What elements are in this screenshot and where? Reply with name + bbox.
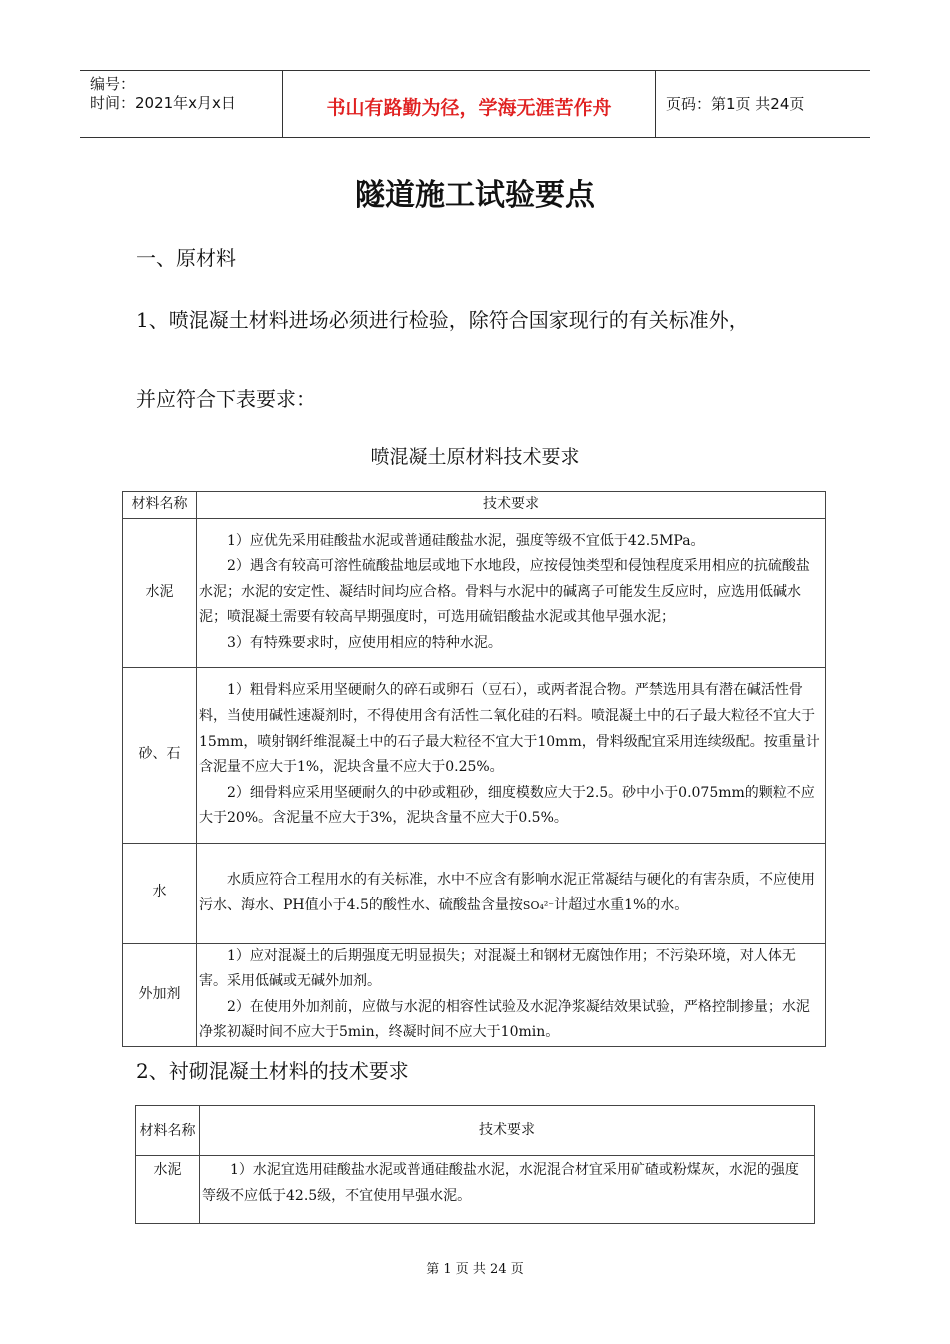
table-caption: 喷混凝土原材料技术要求 bbox=[370, 446, 580, 468]
sulfate-formula: SO₄²⁻ bbox=[522, 899, 555, 913]
page-label: 页码：第1页 共24页 bbox=[666, 95, 805, 113]
requirement-paragraph: 1）水泥宜选用硅酸盐水泥或普通硅酸盐水泥，水泥混合材宜采用矿碴或粉煤灰，水泥的强度等级不应低于42.5级，不宜使用早强水泥。 bbox=[202, 1162, 799, 1204]
requirement-cell bbox=[200, 1156, 815, 1224]
material-name: 砂、石 bbox=[123, 667, 197, 843]
material-name: 外加剂 bbox=[123, 943, 197, 1046]
requirement-cell bbox=[197, 667, 826, 843]
date-label: 时间：2021年x月x日 bbox=[90, 94, 236, 112]
table-row bbox=[123, 843, 826, 943]
requirement-paragraph: 1）应对混凝土的后期强度无明显损失；对混凝土和钢材无腐蚀作用；不污染环境，对人体无害。采用低碱或无碱外加剂。 bbox=[199, 947, 796, 990]
requirement-paragraph: 1）应优先采用硅酸盐水泥或普通硅酸盐水泥，强度等级不宜低于42.5MPa。 bbox=[227, 532, 705, 549]
material-name: 水泥 bbox=[123, 518, 197, 667]
water-text-before: 水质应符合工程用水的有关标准，水中不应含有影响水泥正常凝结与硬化的有害杂质，不应使用污水、海水、PH值小于4.5的酸性水、硫酸盐含量按 bbox=[199, 871, 815, 914]
requirement-paragraph: 2）细骨料应采用坚硬耐久的中砂或粗砂，细度模数应大于2.5。砂中小于0.075mm的颗粒不应大于20%。含泥量不应大于3%，泥块含量不应大于0.5%。 bbox=[199, 784, 815, 827]
document-title: 隧道施工试验要点 bbox=[355, 178, 595, 213]
table-row bbox=[123, 667, 826, 843]
section-heading-lining-concrete: 2、衬砌混凝土材料的技术要求 bbox=[136, 1059, 409, 1083]
requirement-paragraph bbox=[199, 868, 823, 919]
header-meta-cell bbox=[80, 71, 283, 137]
column-header-requirement: 技术要求 bbox=[197, 492, 826, 519]
requirement-paragraph: 2）在使用外加剂前，应做与水泥的相容性试验及水泥净浆凝结效果试验，严格控制掺量；水泥净浆初凝时间不应大于5min，终凝时间不应大于10min。 bbox=[199, 998, 810, 1041]
table-header-row bbox=[136, 1106, 815, 1156]
header-motto-cell bbox=[283, 71, 656, 137]
column-header-material: 材料名称 bbox=[123, 492, 197, 519]
table-row bbox=[136, 1156, 815, 1224]
requirement-cell bbox=[197, 518, 826, 667]
shotcrete-materials-table bbox=[122, 491, 826, 1047]
lining-concrete-table bbox=[135, 1105, 815, 1224]
water-text-after: 计超过水重1%的水。 bbox=[554, 897, 689, 914]
requirement-cell bbox=[197, 843, 826, 943]
requirement-cell bbox=[197, 943, 826, 1046]
column-header-requirement: 技术要求 bbox=[200, 1106, 815, 1156]
paragraph-line: 1、喷混凝土材料进场必须进行检验，除符合国家现行的有关标准外， bbox=[136, 308, 749, 332]
material-name: 水 bbox=[123, 843, 197, 943]
motto-text: 书山有路勤为径，学海无涯苦作舟 bbox=[326, 97, 612, 119]
column-header-material: 材料名称 bbox=[136, 1106, 200, 1156]
paragraph-line: 并应符合下表要求： bbox=[136, 387, 316, 411]
number-label: 编号： bbox=[90, 75, 136, 93]
page-footer: 第 1 页 共 24 页 bbox=[426, 1262, 524, 1277]
material-name: 水泥 bbox=[136, 1156, 200, 1224]
requirement-paragraph: 2）遇含有较高可溶性硫酸盐地层或地下水地段，应按侵蚀类型和侵蚀程度采用相应的抗硫酸盐水泥；水泥的安定性、凝结时间均应合格。骨料与水泥中的碱离子可能发生反应时，应选用低碱水泥；喷混凝土需要有较高早期强度时，可选用硫铝酸盐水泥或其他早强水泥； bbox=[199, 558, 810, 626]
section-heading-raw-materials: 一、原材料 bbox=[136, 246, 236, 270]
requirement-paragraph: 3）有特殊要求时，应使用相应的特种水泥。 bbox=[227, 634, 502, 651]
table-row bbox=[123, 943, 826, 1046]
document-header bbox=[80, 70, 870, 138]
header-page-cell bbox=[656, 71, 870, 137]
table-row bbox=[123, 518, 826, 667]
table-header-row bbox=[123, 492, 826, 519]
requirement-paragraph: 1）粗骨料应采用坚硬耐久的碎石或卵石（豆石），或两者混合物。严禁选用具有潜在碱活性骨料，当使用碱性速凝剂时，不得使用含有活性二氧化硅的石料。喷混凝土中的石子最大粒径不宜大于15mm，喷射钢纤维混凝土中的石子最大粒径不宜大于10mm，骨料级配宜采用连续级配。按重量计含泥量不应大于1%，泥块含量不应大于0.25%。 bbox=[199, 682, 820, 776]
